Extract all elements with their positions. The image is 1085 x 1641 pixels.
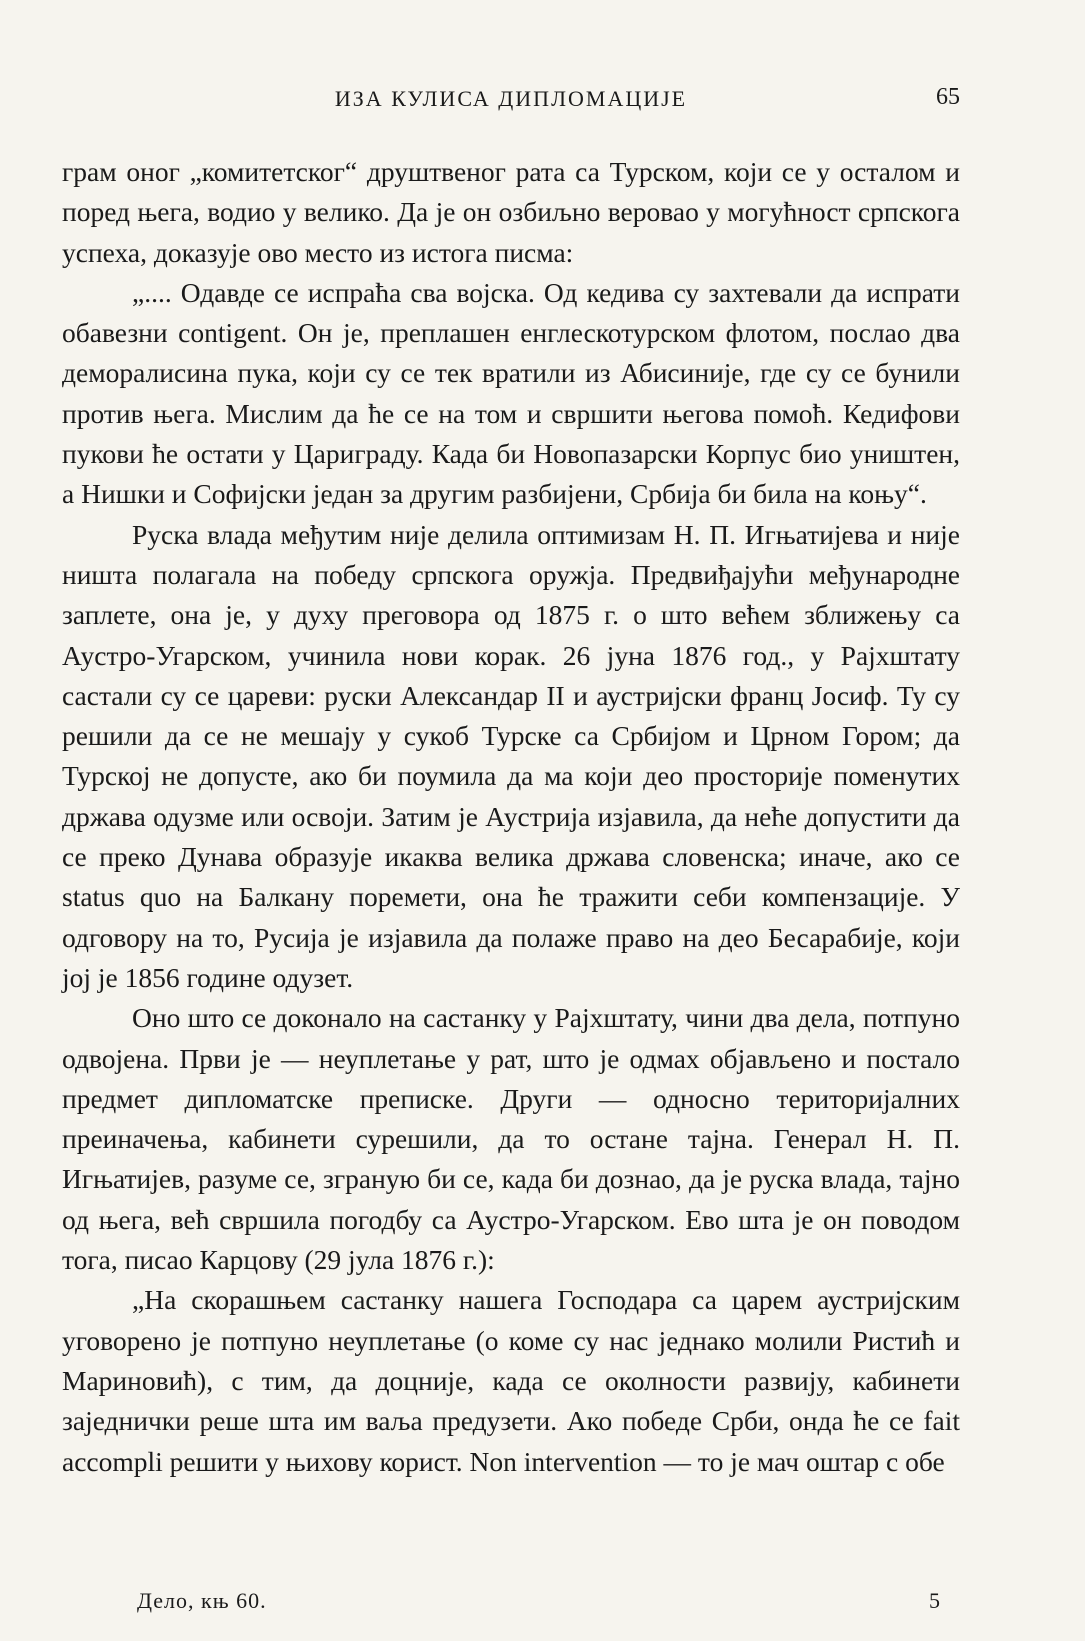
running-title: ИЗА КУЛИСА ДИПЛОМАЦИЈЕ (334, 86, 688, 111)
paragraph-reichstadt-meeting: Руска влада међутим није делила оптимизам Н. П. Игњатијева и није ништа полагала на победу српскога оружја. Предвиђајући међународне заплете, она је, у духу преговора од 1875 г. о што већем зближењу са Аустро-Угарском, учинила нови корак. 26 јуна 1876 год., у Рајхштату састали су се цареви: руски Александар II и аустријски франц Јосиф. Ту су решили да се не мешају у сукоб Турске са Србијом и Црном Гором; да Турској не допусте, ако би поумила да ма који део просторије поменутих држава одузме или освоји. Затим је Аустрија изјавила, да неће допустити да се преко Дунава образује икаква велика држава словенска; иначе, ако се status quo на Балкану поремети, она ће тражити себи компензације. У одговору на то, Русија је изјавила да полаже право на део Бесарабије, који јој је 1856 године одузет. (62, 518, 960, 993)
page-footer (62, 1588, 960, 1618)
page-number: 65 (936, 84, 960, 110)
sheet-number: 5 (929, 1588, 940, 1613)
body-text (62, 152, 960, 1482)
paragraph-quoted-letter: „.... Одавде се испраћа сва војска. Од кедива су захтевали да испрати обавезни contigent. Он је, преплашен енглескотурском флотом, послао два деморалисина пука, који су се тек вратили из Абисиније, где су се бунили против њега. Мислим да ће се на том и свршити његова помоћ. Кедифови пукови ће остати у Цариграду. Када би Новопазарски Корпус био уништен, а Нишки и Софијски један за другим разбијени, Србија би била на коњу“. (62, 276, 960, 510)
running-header (62, 78, 960, 118)
paragraph-continuation: грам оног „комитетског“ друштвеног рата са Турском, који се у осталом и поред њега, водио у велико. Да је он озбиљно веровао у могућност српскога успеха, доказује ово место из истога писма: (62, 156, 960, 268)
signature-mark: Дело, књ 60. (137, 1588, 267, 1613)
book-page (62, 78, 960, 1618)
paragraph-quoted-letter-2: „На скорашњем састанку нашега Господара са царем аустријским уговорено је потпуно неуплетање (о коме су нас једнако молили Ристић и Мариновић), с тим, да доцније, када се околности развију, кабинети заједнички реше шта им ваља предузети. Ако победе Срби, онда ће се fait accompli решити у њихову корист. Non intervention — то је мач оштар с обе (62, 1284, 960, 1477)
paragraph-two-parts: Оно што се доконало на састанку у Рајхштату, чини два дела, потпуно одвојена. Први је — неуплетање у рат, што је одмах објављено и постало предмет дипломатске преписке. Други — односно територијалних преиначења, кабинети сурешили, да то остане тајна. Генерал Н. П. Игњатијев, разуме се, зграную би се, када би дознао, да је руска влада, тајно од њега, већ свршила погодбу са Аустро-Угарском. Ево шта је он поводом тога, писао Карцову (29 јула 1876 г.): (62, 1002, 960, 1276)
